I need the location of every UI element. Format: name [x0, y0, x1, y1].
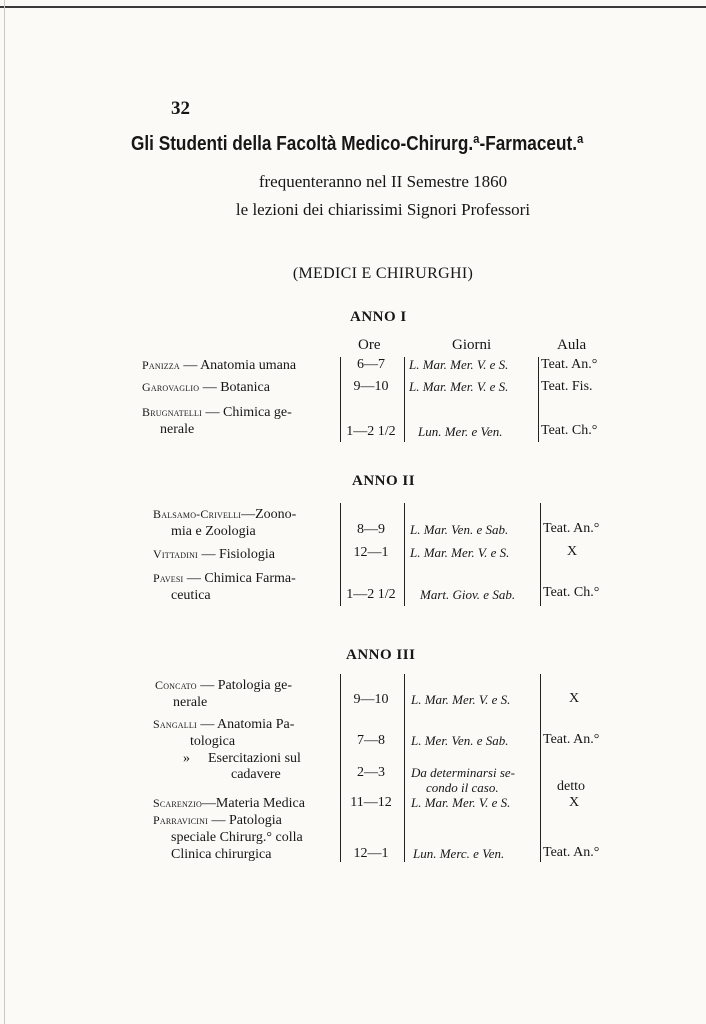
anno-1-title: ANNO I	[350, 309, 407, 325]
course-row: Vittadini — Fisiologia	[153, 547, 275, 562]
course-subject-cont: mia e Zoologia	[171, 524, 256, 539]
course-hours: 11—12	[350, 795, 392, 810]
course-row: » Esercitazioni sul	[183, 751, 301, 766]
course-room: Teat. An.°	[543, 521, 600, 536]
course-hours: 12—1	[353, 545, 389, 560]
column-rule	[540, 674, 541, 862]
page-edge-line	[4, 0, 5, 1024]
course-row: Brugnatelli — Chimica ge-	[142, 405, 292, 420]
page-top-rule	[0, 6, 706, 8]
course-room: Teat. Fis.	[541, 379, 593, 394]
course-room: X	[569, 691, 580, 706]
course-subject-cont: Clinica chirurgica	[171, 847, 272, 862]
course-room: X	[569, 795, 580, 810]
course-hours: 9—10	[353, 379, 389, 394]
section-heading: (MEDICI E CHIRURGHI)	[292, 265, 474, 282]
course-hours: 6—7	[357, 357, 385, 372]
course-row: Panizza — Anatomia umana	[142, 358, 297, 373]
course-room: Teat. An.°	[543, 732, 600, 747]
header-ore: Ore	[358, 337, 381, 353]
course-hours: 9—10	[353, 692, 389, 707]
page-title: Gli Studenti della Facoltà Medico-Chirurg.ª-Farmaceut.ª	[131, 133, 584, 155]
anno-3-title: ANNO III	[346, 647, 416, 663]
course-hours: 2—3	[357, 765, 385, 780]
course-hours: 1—2 1/2	[346, 424, 396, 439]
course-room: Teat. An.°	[543, 845, 600, 860]
course-days: L. Mar. Mer. V. e S.	[410, 545, 510, 560]
course-row: Concato — Patologia ge-	[155, 678, 292, 693]
course-row: Parravicini — Patologia	[153, 813, 282, 828]
course-subject-cont: cadavere	[231, 767, 281, 782]
course-days: L. Mer. Ven. e Sab.	[411, 733, 509, 748]
course-hours: 7—8	[357, 733, 385, 748]
course-hours: 8—9	[357, 522, 385, 537]
course-room: Teat. Ch.°	[541, 423, 598, 438]
course-row: Scarenzio—Materia Medica	[153, 796, 305, 811]
course-days-cont: condo il caso.	[426, 780, 499, 795]
course-room: detto	[557, 779, 585, 794]
course-days: Lun. Mer. e Ven.	[418, 424, 503, 439]
course-subject-cont: nerale	[160, 422, 195, 437]
course-days: L. Mar. Mer. V. e S.	[409, 379, 509, 394]
course-days: L. Mar. Ven. e Sab.	[410, 522, 509, 537]
course-room: Teat. An.°	[541, 357, 598, 372]
course-subject-cont: nerale	[173, 695, 208, 710]
course-days: Mart. Giov. e Sab.	[420, 587, 516, 602]
subtitle-professors: le lezioni dei chiarissimi Signori Professori	[235, 200, 531, 219]
header-aula: Aula	[557, 337, 587, 353]
course-row: Sangalli — Anatomia Pa-	[153, 717, 295, 732]
page-number: 32	[171, 98, 190, 119]
course-row: Pavesi — Chimica Farma-	[153, 571, 296, 586]
course-row: Garovaglio — Botanica	[142, 380, 270, 395]
course-row: Balsamo-Crivelli—Zoono-	[153, 507, 297, 522]
course-days: L. Mar. Mer. V. e S.	[411, 795, 511, 810]
course-subject-cont: ceutica	[171, 588, 211, 603]
course-room: Teat. Ch.°	[543, 585, 600, 600]
course-subject-cont: speciale Chirurg.° colla	[171, 830, 303, 845]
course-hours: 12—1	[353, 846, 389, 861]
course-days: L. Mar. Mer. V. e S.	[411, 692, 511, 707]
anno-2-title: ANNO II	[352, 473, 416, 489]
subtitle-semester: frequenteranno nel II Semestre 1860	[258, 172, 508, 191]
course-subject-cont: tologica	[190, 734, 236, 749]
course-room: X	[567, 544, 578, 559]
course-days: L. Mar. Mer. V. e S.	[409, 357, 509, 372]
course-days: Lun. Merc. e Ven.	[413, 846, 505, 861]
course-hours: 1—2 1/2	[346, 587, 396, 602]
header-giorni: Giorni	[452, 337, 492, 353]
course-days: Da determinarsi se-	[411, 765, 515, 780]
column-rule	[538, 357, 539, 442]
column-rule	[540, 503, 541, 606]
